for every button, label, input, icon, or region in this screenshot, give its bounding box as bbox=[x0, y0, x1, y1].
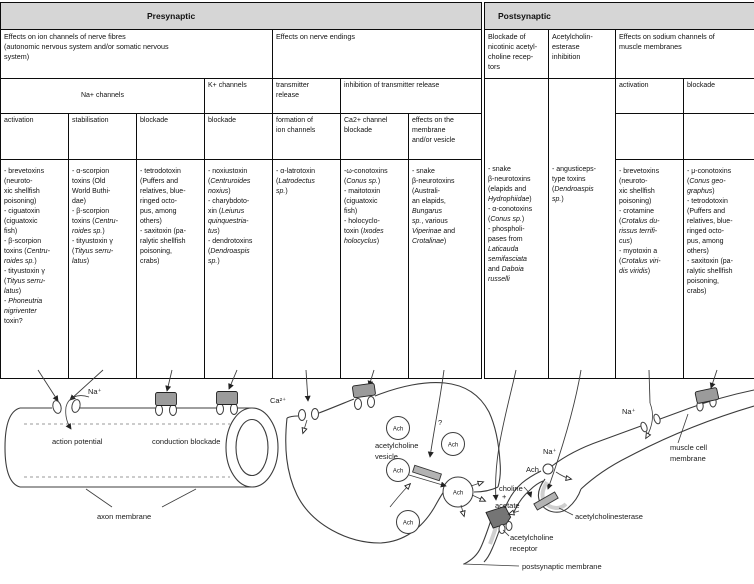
muscle-sodium-channel-open bbox=[640, 413, 662, 432]
acetylcholine-receptor-label-1: acetylcholine bbox=[510, 533, 554, 542]
question-mark-label: ? bbox=[438, 418, 443, 427]
choline-label: choline bbox=[499, 484, 523, 493]
blocked-channel-1 bbox=[156, 393, 177, 416]
action-potential-label: action potential bbox=[52, 437, 103, 446]
na-label-axon: Na⁺ bbox=[88, 387, 102, 396]
header-effects-nerve-endings: Effects on nerve endings bbox=[273, 30, 482, 79]
header-nicotinic-receptor-blockade: Blockade of nicotinic acetyl- choline recep- tors bbox=[485, 30, 549, 79]
ach-label: Ach bbox=[392, 468, 404, 475]
na-label-muscle: Na⁺ bbox=[622, 407, 636, 416]
acetylcholine-vesicle-label-1: acetylcholine bbox=[375, 441, 419, 450]
vesicle-transport-arrow bbox=[390, 484, 410, 507]
header-acetylcholinesterase-inhibition: Acetylcholin- esterase inhibition bbox=[549, 30, 616, 79]
toxins-esterase-inhibition: - angusticeps- type toxins (Dendroaspis sp.) bbox=[549, 79, 616, 379]
toxin-block-icon bbox=[156, 393, 177, 406]
presynaptic-title: Presynaptic bbox=[1, 3, 482, 30]
header-muscle-activation: activation bbox=[616, 79, 684, 114]
header-stabilisation: stabilisation bbox=[69, 114, 137, 160]
toxin-block-icon bbox=[217, 392, 238, 405]
ach-label: Ach bbox=[447, 442, 459, 449]
muscle-cell-membrane-label-2: membrane bbox=[670, 454, 706, 463]
toxins-ion-channel-formation: - α-latrotoxin (Latrodectus sp.) bbox=[273, 160, 341, 379]
plus-label: + bbox=[502, 492, 507, 501]
acetylcholine-receptor-label-2: receptor bbox=[510, 544, 538, 553]
header-effects-membrane-vesicle: effects on the membrane and/or vesicle bbox=[409, 114, 482, 160]
header-activation: activation bbox=[1, 114, 69, 160]
axon bbox=[5, 387, 278, 521]
postsynaptic-membrane-label: postsynaptic membrane bbox=[522, 562, 602, 571]
header-muscle-blockade: blockade bbox=[684, 79, 754, 114]
header-ca-channel-blockade: Ca2+ channel blockade bbox=[341, 114, 409, 160]
postsynaptic-title: Postsynaptic bbox=[485, 3, 754, 30]
header-blockade-na: blockade bbox=[137, 114, 205, 160]
toxins-receptor-blockade: - snake β-neurotoxins (elapids and Hydrophiidae) - α-conotoxins (Conus sp.) - phospholi- pases from Laticauda semifasciata and Daboia russelli bbox=[485, 79, 549, 379]
conduction-blockade-label: conduction blockade bbox=[152, 437, 221, 446]
nerve-terminal bbox=[270, 383, 500, 543]
na-label-endplate: Na⁺ bbox=[543, 447, 557, 456]
muscle-sodium-channel-blocked bbox=[695, 387, 719, 411]
blocked-channel-2 bbox=[217, 392, 238, 415]
toxins-na-stabilisation: - α-scorpion toxins (Old World Buthi- dae) - β-scorpion toxins (Centru- roides sp.) - tityustoxin γ (Tityus serru- latus) bbox=[69, 160, 137, 379]
ach-label: Ach bbox=[392, 426, 404, 433]
ach-label: Ach bbox=[402, 520, 414, 527]
acetate-label: acetate bbox=[495, 501, 520, 510]
header-blockade-k: blockade bbox=[205, 114, 273, 160]
header-formation-ion-channels: formation of ion channels bbox=[273, 114, 341, 160]
calcium-influx-arrow bbox=[303, 420, 307, 433]
acetylcholinesterase-label: acetylcholinesterase bbox=[575, 512, 643, 521]
muscle-membrane bbox=[552, 387, 754, 489]
na-through-receptor-arrow bbox=[556, 472, 571, 479]
toxins-membrane-vesicle: - snake β-neurotoxins (Australi- an elapids, Bungarus sp., various Viperinae and Crotalinae) bbox=[409, 160, 482, 379]
ach-label: Ach bbox=[452, 490, 464, 497]
toxins-na-blockade: - tetrodotoxin (Puffers and relatives, blue- ringed octo- pus, among others) - saxitoxin (pa- ralytic shellfish poisoning, crabs) bbox=[137, 160, 205, 379]
header-transmitter-release: transmitter release bbox=[273, 79, 341, 114]
toxins-ca-channel-blockade: -ω-conotoxins (Conus sp.) - maitotoxin (ciguatoxic fish) - holocyclo- toxin (Ixodes holocyclus) bbox=[341, 160, 409, 379]
header-ion-channels-nerve-fibres: Effects on ion channels of nerve fibres (autonomic nervous system and/or somatic nervous system) bbox=[1, 30, 273, 79]
toxins-na-activation: - brevetoxins (neuroto- xic shellfish poisoning) - ciguatoxin (ciguatoxic fish) - β-scorpion toxins (Centru- roides sp.) - tityustoxin γ (Tityus serru- latus) - Phoneutria nigriventer toxin? bbox=[1, 160, 69, 379]
ca-label: Ca²⁺ bbox=[270, 396, 287, 405]
header-inhibition-transmitter-release: inhibition of transmitter release bbox=[341, 79, 482, 114]
bound-ach bbox=[543, 464, 553, 474]
calcium-channel bbox=[299, 409, 319, 421]
axon-membrane-label: axon membrane bbox=[97, 512, 152, 521]
ach-bound-label: Ach bbox=[526, 465, 539, 474]
header-sodium-channels-muscle: Effects on sodium channels of muscle membranes bbox=[616, 30, 754, 79]
toxin-block-icon bbox=[352, 383, 375, 398]
toxins-k-blockade: - noxiustoxin (Centruroides noxius) - charybdoto- xin (Leiurus quinquestria- tus) - dendrotoxins (Dendroaspis sp.) bbox=[205, 160, 273, 379]
blocked-terminal-channel bbox=[352, 383, 375, 409]
release-site-toxin-rod bbox=[413, 465, 442, 480]
toxins-muscle-activation: - brevetoxins (neuroto- xic shellfish poisoning) - crotamine (Crotalus du- rissus terrifi- cus) - myotoxin a (Crotalus viri- dis viridis) bbox=[616, 160, 684, 379]
muscle-cell-membrane-label-1: muscle cell bbox=[670, 443, 708, 452]
acetylcholine-vesicle-label-2: vesicle bbox=[375, 452, 398, 461]
header-k-channels: K+ channels bbox=[205, 79, 273, 114]
toxins-muscle-blockade: - μ-conotoxins (Conus geo- graphus) - tetrodotoxin (Puffers and relatives, blue- ringed octo- pus, among others) - saxitoxin (pa- ralytic shellfish poisoning, crabs) bbox=[684, 160, 754, 379]
header-na-channels: Na+ channels bbox=[1, 79, 205, 114]
